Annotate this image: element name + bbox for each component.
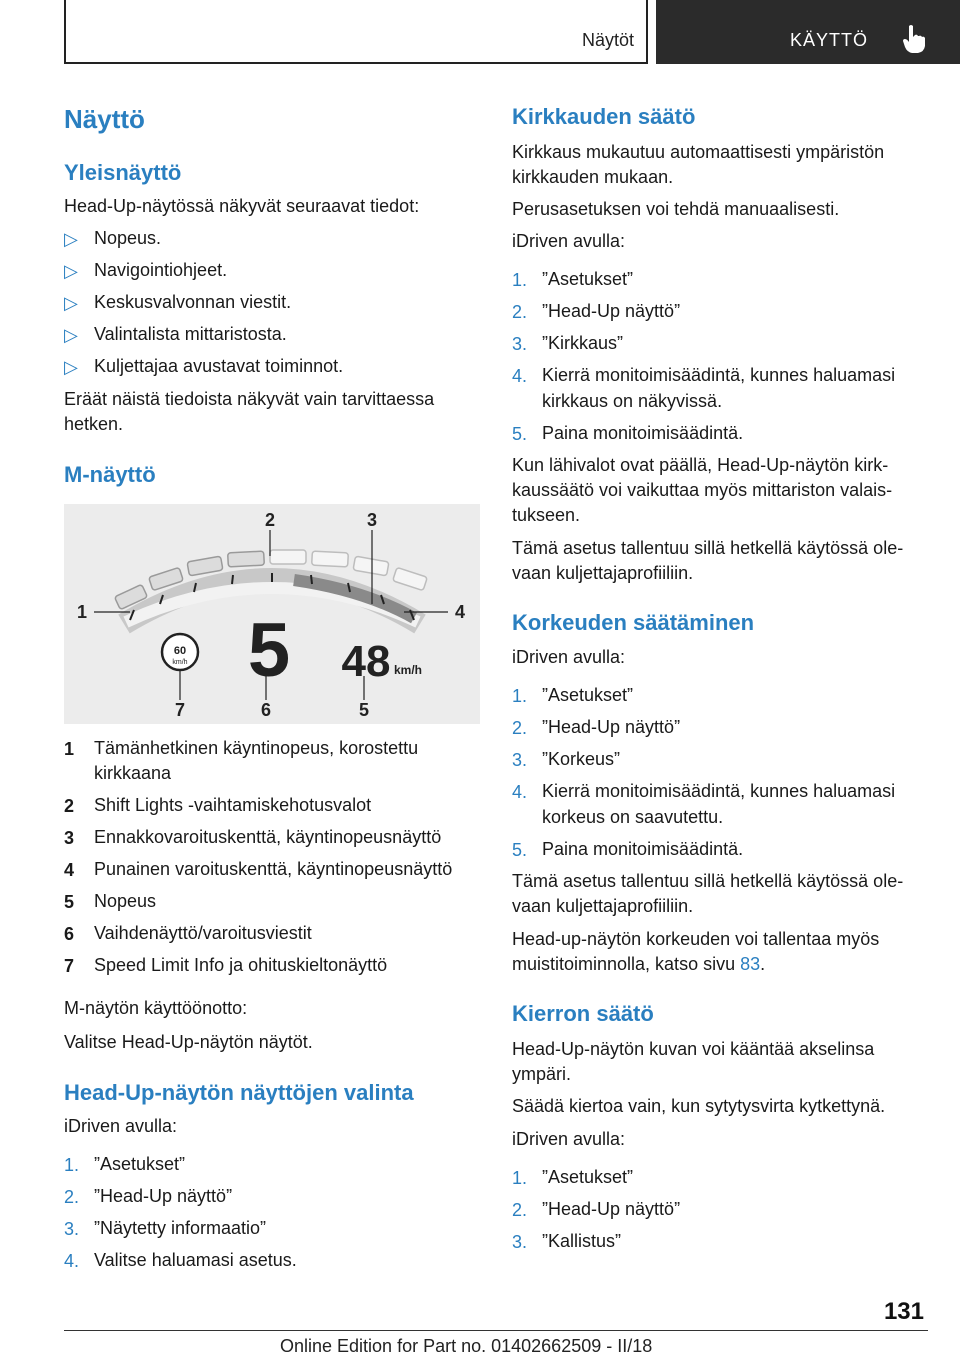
step-text: ”Asetukset”: [94, 1154, 186, 1174]
general-note-line1: Eräät näistä tiedoista näkyvät vain tarvittaessa: [64, 389, 435, 409]
footer-edition: Online Edition for Part no. 01402662509 - II/18: [280, 1336, 653, 1356]
legend-number: 4: [64, 860, 75, 880]
heading-m-display: M-näyttö: [64, 462, 156, 487]
step-text: ”Näytetty informaatio”: [94, 1218, 267, 1238]
step-text: ”Asetukset”: [542, 1167, 634, 1187]
brightness-text: tukseen.: [512, 505, 581, 525]
header-chapter-tab: [656, 0, 960, 64]
speed-limit-unit: km/h: [172, 659, 188, 666]
step-number: 4.: [512, 782, 528, 802]
step-text: ”Asetukset”: [542, 269, 634, 289]
heading-general-display: Yleisnäyttö: [64, 160, 182, 185]
legend-text: Speed Limit Info ja ohituskieltonäyttö: [94, 955, 388, 975]
step-text: ”Kirkkaus”: [542, 333, 624, 353]
selection-intro: iDriven avulla:: [64, 1116, 178, 1136]
m-display-select: Valitse Head-Up-näytön näytöt.: [64, 1032, 313, 1052]
step-number: 1.: [512, 1168, 528, 1188]
brightness-text: Kirkkaus mukautuu automaattisesti ympäristön: [512, 142, 885, 162]
bullet-icon: ▷: [64, 261, 78, 281]
step-number: 3.: [512, 1232, 528, 1252]
step-number: 1.: [512, 270, 528, 290]
legend-text: Shift Lights -vaihtamiskehotusvalot: [94, 795, 372, 815]
step-number: 2.: [64, 1187, 80, 1207]
speed-unit: km/h: [393, 663, 423, 677]
step-text: ”Asetukset”: [542, 685, 634, 705]
legend-text: kirkkaana: [94, 763, 172, 783]
step-number: 3.: [512, 750, 528, 770]
bullet-icon: ▷: [64, 357, 78, 377]
callout-number: 3: [366, 510, 378, 530]
header-section-tab: [64, 0, 648, 64]
rotation-text: Head-Up-näytön kuvan voi kääntää akselinsa: [512, 1039, 875, 1059]
page-link[interactable]: 83: [740, 954, 761, 974]
footer-divider: [64, 1330, 928, 1331]
page-title: Näyttö: [64, 104, 145, 134]
height-text: [512, 951, 765, 977]
bullet-item: Keskusvalvonnan viestit.: [94, 292, 292, 312]
legend-text: Vaihdenäyttö/varoitusviestit: [94, 923, 312, 943]
brightness-text: Tämä asetus tallentuu sillä hetkellä käytössä ole-: [512, 538, 904, 558]
height-text: Tämä asetus tallentuu sillä hetkellä käytössä ole-: [512, 871, 904, 891]
step-number: 1.: [64, 1155, 80, 1175]
step-text: Kierrä monitoimisäädintä, kunnes haluamasi: [542, 781, 896, 801]
heading-rotation: Kierron säätö: [512, 1001, 654, 1026]
step-text: Valitse haluamasi asetus.: [94, 1250, 297, 1270]
brightness-intro: iDriven avulla:: [512, 231, 626, 251]
step-text: korkeus on saavutettu.: [542, 807, 724, 827]
legend-number: 7: [64, 956, 75, 976]
step-text: Kierrä monitoimisäädintä, kunnes haluamasi: [542, 365, 896, 385]
step-text: kirkkaus on näkyvissä.: [542, 391, 723, 411]
step-text: ”Head-Up näyttö”: [542, 717, 681, 737]
step-number: 4.: [512, 366, 528, 386]
height-intro: iDriven avulla:: [512, 647, 626, 667]
gear-indicator: 5: [247, 608, 291, 693]
bullet-item: Navigointiohjeet.: [94, 260, 228, 280]
general-intro: Head-Up-näytössä näkyvät seuraavat tiedot:: [64, 196, 420, 216]
legend-text: Tämänhetkinen käyntinopeus, korostettu: [94, 738, 419, 758]
legend-text: Ennakkovaroituskenttä, käyntinopeusnäyttö: [94, 827, 442, 847]
step-number: 5.: [512, 424, 528, 444]
m-display-activation: M-näytön käyttöönotto:: [64, 998, 248, 1018]
callout-number: 5: [358, 700, 370, 720]
head-up-display-illustration: [64, 504, 480, 724]
height-text-end: .: [760, 954, 766, 974]
bullet-icon: ▷: [64, 325, 78, 345]
height-text: Head-up-näytön korkeuden voi tallentaa myös: [512, 929, 880, 949]
legend-number: 5: [64, 892, 75, 912]
step-text: ”Head-Up näyttö”: [542, 1199, 681, 1219]
brightness-text: vaan kuljettajaprofiiliin.: [512, 563, 694, 583]
speed-value: 48: [341, 637, 391, 686]
heading-display-selection: Head-Up-näytön näyttöjen valinta: [64, 1080, 414, 1105]
callout-number: 4: [454, 602, 466, 622]
bullet-item: Valintalista mittaristosta.: [94, 324, 287, 344]
rotation-text: ympäri.: [512, 1064, 572, 1084]
bullet-icon: ▷: [64, 229, 78, 249]
step-text: Paina monitoimisäädintä.: [542, 423, 744, 443]
height-text: vaan kuljettajaprofiiliin.: [512, 896, 694, 916]
callout-number: 2: [264, 510, 276, 530]
brightness-text: Kun lähivalot ovat päällä, Head-Up-näytön kirk-: [512, 455, 889, 475]
rotation-intro: iDriven avulla:: [512, 1129, 626, 1149]
callout-number: 6: [260, 700, 272, 720]
legend-number: 1: [64, 739, 75, 759]
step-number: 4.: [64, 1251, 80, 1271]
step-text: ”Korkeus”: [542, 749, 621, 769]
speed-limit-value: 60: [173, 645, 187, 657]
header-section-title: Näytöt: [581, 30, 634, 50]
page-number: 131: [883, 1298, 924, 1325]
bullet-item: Nopeus.: [94, 228, 162, 248]
bullet-item: Kuljettajaa avustavat toiminnot.: [94, 356, 344, 376]
brightness-text: kirkkauden mukaan.: [512, 167, 674, 187]
step-text: ”Kallistus”: [542, 1231, 622, 1251]
bullet-icon: ▷: [64, 293, 78, 313]
legend-text: Punainen varoituskenttä, käyntinopeusnäyttö: [94, 859, 453, 879]
legend-text: Nopeus: [94, 891, 157, 911]
step-text: ”Head-Up näyttö”: [94, 1186, 233, 1206]
general-note-line2: hetken.: [64, 414, 124, 434]
step-text: Paina monitoimisäädintä.: [542, 839, 744, 859]
step-number: 1.: [512, 686, 528, 706]
legend-number: 2: [64, 796, 75, 816]
height-text-main: muistitoiminnolla, katso sivu: [512, 954, 736, 974]
header-chapter-title: KÄYTTÖ: [790, 30, 869, 50]
step-number: 3.: [512, 334, 528, 354]
pointing-hand-icon: [902, 24, 926, 54]
brightness-text: kaussäätö voi vaikuttaa myös mittariston valais-: [512, 480, 893, 500]
callout-number: 1: [76, 602, 88, 622]
step-number: 2.: [512, 1200, 528, 1220]
step-text: ”Head-Up näyttö”: [542, 301, 681, 321]
legend-number: 6: [64, 924, 75, 944]
legend-number: 3: [64, 828, 75, 848]
m-display-figure: [64, 504, 480, 724]
heading-height: Korkeuden säätäminen: [512, 610, 755, 635]
step-number: 3.: [64, 1219, 80, 1239]
rotation-text: Säädä kiertoa vain, kun sytytysvirta kytkettynä.: [512, 1096, 886, 1116]
brightness-text: Perusasetuksen voi tehdä manuaalisesti.: [512, 199, 840, 219]
heading-brightness: Kirkkauden säätö: [512, 104, 696, 129]
callout-number: 7: [174, 700, 186, 720]
step-number: 2.: [512, 718, 528, 738]
step-number: 2.: [512, 302, 528, 322]
step-number: 5.: [512, 840, 528, 860]
